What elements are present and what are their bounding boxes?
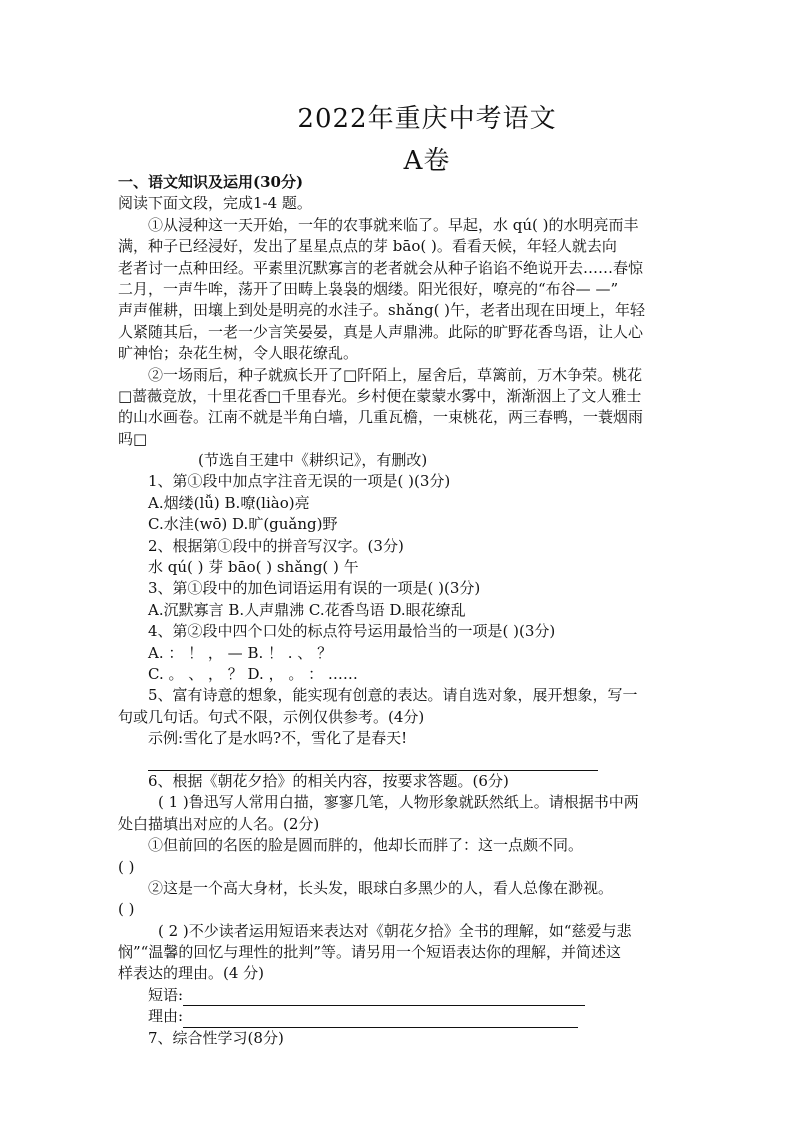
text-line: 1、第①段中加点字注音无误的一项是( )(3分) bbox=[148, 472, 451, 491]
text-line: ①从浸种这一天开始，一年的农事就来临了。早起，水 qú( )的水明亮而丰 bbox=[148, 215, 639, 234]
text-line: ( 1 )鲁迅写人常用白描，寥寥几笔，人物形象就跃然纸上。请根据书中两 bbox=[158, 793, 639, 812]
answer-blank-line bbox=[118, 750, 678, 771]
text-line: □蔷薇竞放，十里花香□千里春光。乡村便在蒙蒙水雾中，渐渐洇上了文人雅士 bbox=[118, 386, 642, 405]
text-line: 水 qú( ) 芽 bāo( ) shǎng( ) 午 bbox=[148, 558, 359, 577]
text-line: 处白描填出对应的人名。(2分) bbox=[118, 814, 320, 833]
text-line: 示例:雪化了是水吗?不，雪化了是春天! bbox=[148, 729, 408, 748]
text-line: ①但前回的名医的脸是圆而胖的，他却长而胖了：这一点颇不同。 bbox=[148, 836, 584, 855]
paper-version-title: A卷 bbox=[403, 146, 451, 176]
text-line: 的山水画卷。江南不就是半角白墙，几重瓦檐，一束桃花，两三春鸭，一蓑烟雨 bbox=[118, 408, 644, 427]
section-heading: 一、语文知识及运用(30分) bbox=[118, 173, 304, 191]
phrase-input-line[interactable] bbox=[183, 989, 585, 1006]
text-line: 二月，一声牛哞，荡开了田畴上袅袅的烟缕。阳光很好，嘹亮的“布谷— —” bbox=[118, 279, 619, 298]
answer-underline[interactable] bbox=[148, 754, 598, 771]
text-line: ( ) bbox=[118, 857, 135, 876]
text-line: (节选自王建中《耕织记》，有删改) bbox=[198, 451, 428, 470]
text-line: ( ) bbox=[118, 900, 135, 919]
exam-body bbox=[118, 172, 678, 1049]
reason-label: 理由: bbox=[148, 1007, 184, 1026]
text-line: 7、综合性学习(8分) bbox=[148, 1028, 284, 1047]
text-line: A.沉默寡言 B.人声鼎沸 C.花香鸟语 D.眼花缭乱 bbox=[148, 600, 466, 619]
text-line: 6、根据《朝花夕拾》的相关内容，按要求答题。(6分) bbox=[148, 771, 509, 790]
text-line: 吗□ bbox=[118, 429, 148, 448]
text-line: 阅读下面文段，完成1-4 题。 bbox=[118, 194, 312, 213]
phrase-label: 短语: bbox=[148, 985, 184, 1004]
text-line: 5、富有诗意的想象，能实现有创意的表达。请自选对象，展开想象，写一 bbox=[148, 686, 638, 705]
text-line: 句或几句话。句式不限，示例仅供参考。(4分) bbox=[118, 707, 425, 726]
exam-title: 2022年重庆中考语文 bbox=[297, 104, 557, 134]
phrase-answer-line bbox=[118, 985, 678, 1006]
text-line: 样表达的理由。(4 分) bbox=[118, 964, 265, 983]
text-line: 旷神怡；杂花生树，令人眼花缭乱。 bbox=[118, 344, 359, 363]
text-line: 满，种子已经浸好，发出了星星点点的芽 bāo( )。看看天候，年轻人就去向 bbox=[118, 237, 617, 256]
text-line: C. 。 、 ， ？ D. ， 。 ： …… bbox=[148, 664, 358, 683]
text-line: 3、第①段中的加色词语运用有误的一项是( )(3分) bbox=[148, 579, 481, 598]
reason-input-line[interactable] bbox=[183, 1011, 578, 1028]
text-line: 人紧随其后，一老一少言笑晏晏，真是人声鼎沸。此际的旷野花香鸟语，让人心 bbox=[118, 322, 644, 341]
text-line: ( 2 )不少读者运用短语来表达对《朝花夕拾》全书的理解，如“慈爱与悲 bbox=[158, 921, 632, 940]
reason-answer-line bbox=[118, 1006, 678, 1027]
text-line: 4、第②段中四个口处的标点符号运用最恰当的一项是( )(3分) bbox=[148, 622, 556, 641]
text-line: 2、根据第①段中的拼音写汉字。(3分) bbox=[148, 536, 404, 555]
text-line: A.烟缕(lǚ) B.嘹(liào)亮 bbox=[148, 493, 310, 512]
text-line: 声声催耕，田壤上到处是明亮的水洼子。shǎng( )午，老者出现在田埂上，年轻 bbox=[118, 301, 646, 320]
text-line: C.水洼(wō) D.旷(guǎng)野 bbox=[148, 515, 338, 534]
text-line: 老者讨一点种田经。平素里沉默寡言的老者就会从种子谄谄不绝说开去……春惊 bbox=[118, 258, 644, 277]
text-line: A. ： ！ ， — B. ！ . 、 ？ bbox=[148, 643, 333, 662]
text-line: ②一场雨后，种子就疯长开了□阡陌上，屋舍后，草篱前，万木争荣。桃花 bbox=[148, 365, 643, 384]
text-line: ②这是一个高大身材，长头发，眼球白多黑少的人，看人总像在渺视。 bbox=[148, 878, 614, 897]
text-line: 悯”“温馨的回忆与理性的批判”等。请另用一个短语表达你的理解，并简述这 bbox=[118, 943, 622, 962]
